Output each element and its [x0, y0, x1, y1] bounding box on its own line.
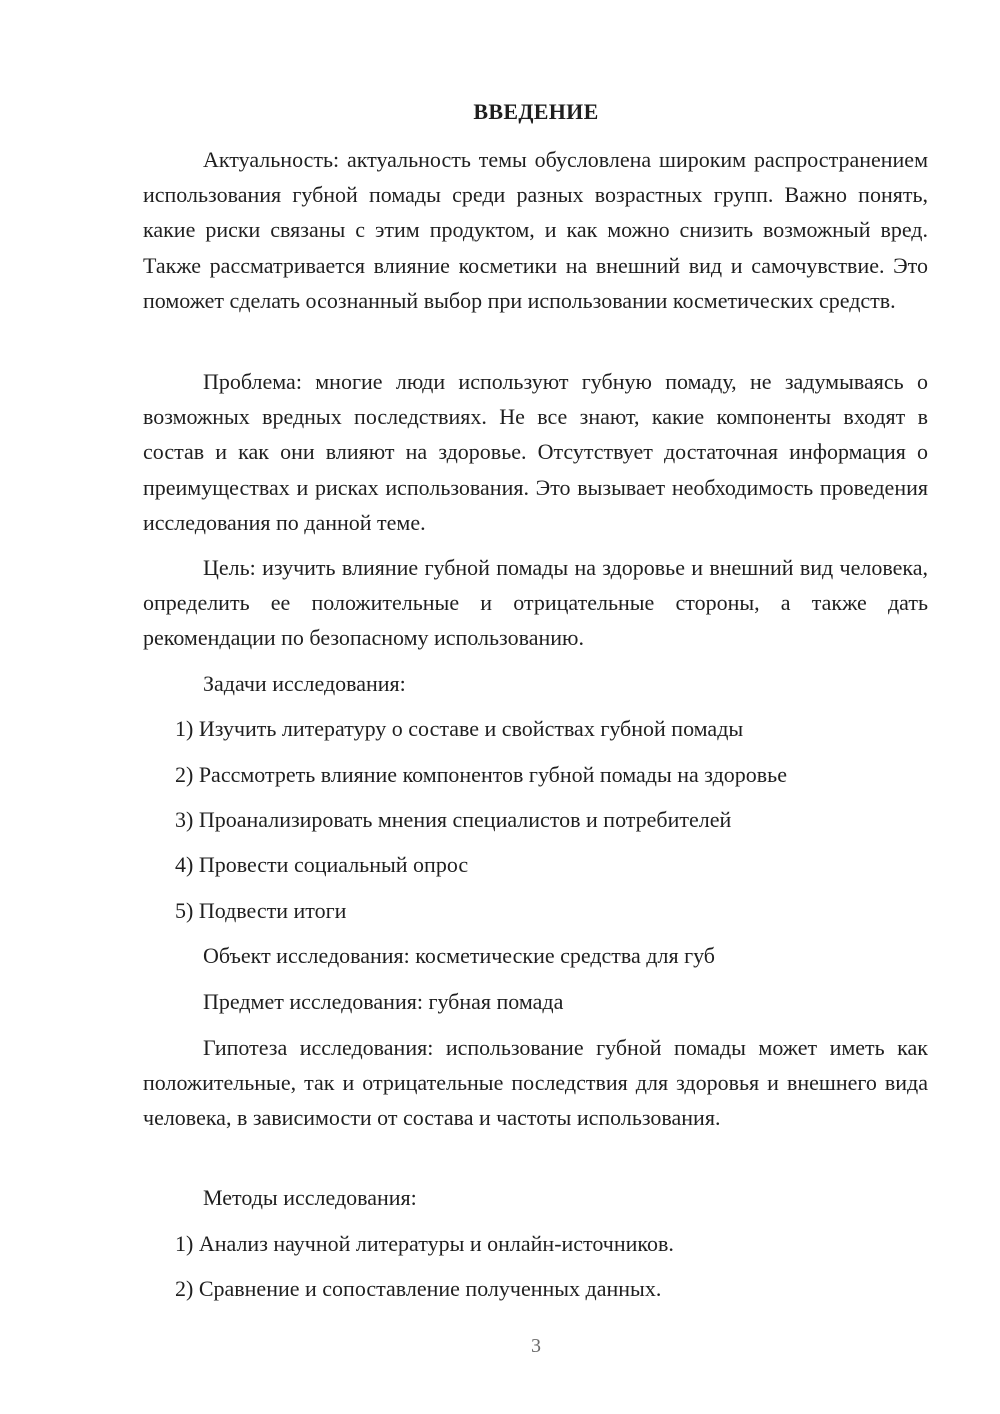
- methods-heading: Методы исследования:: [203, 1185, 417, 1210]
- tasks-heading: Задачи исследования:: [203, 671, 406, 696]
- goal-paragraph: Цель: изучить влияние губной помады на здоровье и внешний вид человека, определить ее положительные и отрицательные стороны, а также дать рекомендации по безопасному использованию.: [143, 555, 928, 651]
- task-item: 3) Проанализировать мнения специалистов и потребителей: [175, 807, 732, 832]
- problem-paragraph: Проблема: многие люди используют губную помаду, не задумываясь о возможных вредных последствиях. Не все знают, какие компоненты входят в состав и как они влияют на здоровье. Отсутствует достаточная информация о преимуществах и рисках использования. Это вызывает необходимость проведения исследования по данной теме.: [143, 369, 928, 535]
- method-item: 2) Сравнение и сопоставление полученных данных.: [175, 1276, 662, 1301]
- task-item: 4) Провести социальный опрос: [175, 852, 469, 877]
- page-title: ВВЕДЕНИЕ: [473, 99, 599, 124]
- task-item: 5) Подвести итоги: [175, 898, 347, 923]
- task-item: 2) Рассмотреть влияние компонентов губной помады на здоровье: [175, 762, 787, 787]
- method-item: 1) Анализ научной литературы и онлайн-источников.: [175, 1231, 674, 1256]
- page-number: 3: [531, 1335, 541, 1357]
- research-subject: Предмет исследования: губная помада: [203, 989, 564, 1014]
- relevance-paragraph: Актуальность: актуальность темы обусловлена широким распространением использования губной помады среди разных возрастных групп. Важно понять, какие риски связаны с этим продуктом, и как можно снизить возможный вред. Также рассматривается влияние косметики на внешний вид и самочувствие. Это поможет сделать осознанный выбор при использовании косметических средств.: [143, 147, 928, 313]
- research-object: Объект исследования: косметические средства для губ: [203, 943, 715, 968]
- hypothesis-paragraph: Гипотеза исследования: использование губной помады может иметь как положительные, так и отрицательные последствия для здоровья и внешнего вида человека, в зависимости от состава и частоты использования.: [143, 1035, 928, 1131]
- task-item: 1) Изучить литературу о составе и свойствах губной помады: [175, 716, 744, 741]
